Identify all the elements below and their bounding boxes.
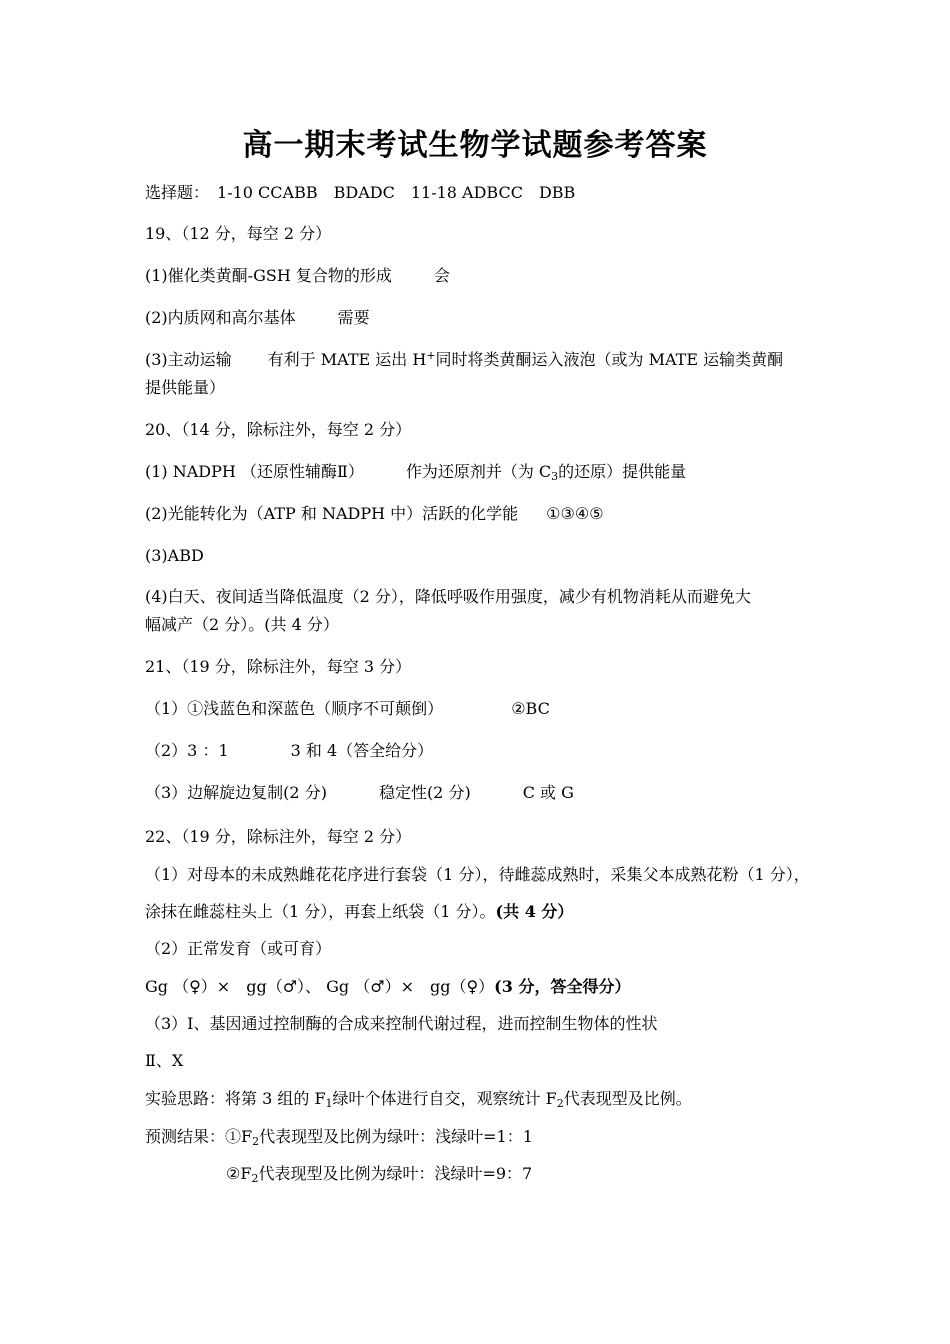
q22-prediction-2 xyxy=(226,1163,532,1185)
q20-answer-2 xyxy=(145,503,604,525)
choice-group-3: 11-18 ADBCC xyxy=(410,183,523,202)
q19-header: 19、（12 分，每空 2 分） xyxy=(145,224,332,243)
q21-answer-3 xyxy=(145,782,574,804)
q19-answer-3b: 有利于 MATE 运出 H xyxy=(267,350,427,369)
choice-label: 选择题： xyxy=(145,183,210,202)
q20-answer-2b: ①③④⑤ xyxy=(546,504,604,523)
q22-pred2-a: ②F xyxy=(226,1164,252,1183)
q20-answer-1c: 的还原）提供能量 xyxy=(558,462,687,481)
q19-answer-3-cont: 提供能量） xyxy=(145,378,226,397)
choice-group-2: BDADC xyxy=(333,183,395,202)
q22-answer-1-cont-text: 涂抹在雌蕊柱头上（1 分），再套上纸袋（1 分）。 xyxy=(145,902,496,921)
choice-answers xyxy=(145,182,575,204)
q21-answer-1b: ②BC xyxy=(511,699,550,718)
q20-subscript: 3 xyxy=(551,470,559,483)
choice-group-1: 1-10 CCABB xyxy=(217,183,318,202)
q22-idea-sub1: 1 xyxy=(325,1097,333,1110)
q19-answer-1a: (1)催化类黄酮-GSH 复合物的形成 xyxy=(145,266,392,285)
q19-answer-2b: 需要 xyxy=(337,308,370,327)
q20-answer-1a: (1) NADPH （还原性辅酶Ⅱ） xyxy=(145,462,364,481)
q22-idea-c: 代表现型及比例。 xyxy=(563,1089,692,1108)
q22-cross xyxy=(145,976,630,998)
q22-answer-2: （2）正常发育（或可育） xyxy=(145,939,332,958)
q22-answer-1: （1）对母本的未成熟雌花花序进行套袋（1 分），待雌蕊成熟时，采集父本成熟花粉（1 分）， xyxy=(145,865,810,884)
q22-idea-a: 实验思路：将第 3 组的 F xyxy=(145,1089,326,1108)
q22-idea-b: 绿叶个体进行自交，观察统计 F xyxy=(332,1089,557,1108)
q20-answer-4-cont: 幅减产（2 分）。(共 4 分） xyxy=(145,615,339,634)
q22-score-note-1: (共 4 分） xyxy=(495,902,574,921)
q21-answer-1a: （1）①浅蓝色和深蓝色（顺序不可颠倒） xyxy=(145,699,444,718)
q22-answer-3-ii: Ⅱ、X xyxy=(145,1051,184,1070)
q22-pred1-sub: 2 xyxy=(252,1135,260,1148)
q20-header: 20、（14 分，除标注外，每空 2 分） xyxy=(145,420,412,439)
q19-answer-3 xyxy=(145,349,783,371)
q22-prediction-1 xyxy=(145,1126,533,1148)
q22-pred1-b: 代表现型及比例为绿叶：浅绿叶=1：1 xyxy=(259,1127,533,1146)
q20-answer-4: (4)白天、夜间适当降低温度（2 分），降低呼吸作用强度，减少有机物消耗从而避免大 xyxy=(145,587,751,606)
q19-answer-3a: (3)主动运输 xyxy=(145,350,232,369)
q22-cross-text: Gg （♀）× gg（♂）、 Gg （♂）× gg（♀） xyxy=(145,977,495,996)
q22-experiment-idea xyxy=(145,1088,692,1110)
choice-group-4: DBB xyxy=(538,183,576,202)
q20-answer-1b: 作为还原剂并（为 C xyxy=(405,462,552,481)
q22-idea-sub2: 2 xyxy=(556,1097,564,1110)
page-title: 高一期末考试生物学试题参考答案 xyxy=(242,128,708,163)
q21-answer-2 xyxy=(145,740,433,762)
q21-answer-1 xyxy=(145,698,550,720)
q21-answer-2a: （2）3 ：1 xyxy=(145,741,229,760)
q22-pred1-a: 预测结果：①F xyxy=(145,1127,253,1146)
q21-answer-3b: 稳定性(2 分) xyxy=(378,783,471,802)
q22-header: 22、（19 分，除标注外，每空 2 分） xyxy=(145,827,412,846)
q22-answer-3: （3）Ⅰ、基因通过控制酶的合成来控制代谢过程，进而控制生物体的性状 xyxy=(145,1014,658,1033)
q21-answer-3c: C 或 G xyxy=(522,783,574,802)
q19-answer-3c: 同时将类黄酮运入液泡（或为 MATE 运输类黄酮 xyxy=(435,350,784,369)
q22-pred2-sub: 2 xyxy=(251,1172,259,1185)
q21-answer-3a: （3）边解旋边复制(2 分) xyxy=(145,783,327,802)
q22-score-note-2: (3 分，答全得分） xyxy=(494,977,631,996)
q20-answer-2a: (2)光能转化为（ATP 和 NADPH 中）活跃的化学能 xyxy=(145,504,519,523)
q19-answer-1 xyxy=(145,265,450,287)
q19-answer-2a: (2)内质网和高尔基体 xyxy=(145,308,296,327)
q19-answer-1b: 会 xyxy=(433,266,450,285)
q21-answer-2b: 3 和 4（答全给分） xyxy=(290,741,434,760)
q19-superscript: + xyxy=(426,349,436,362)
q22-pred2-b: 代表现型及比例为绿叶：浅绿叶=9：7 xyxy=(258,1164,533,1183)
q21-header: 21、（19 分，除标注外，每空 3 分） xyxy=(145,657,412,676)
q20-answer-3: (3)ABD xyxy=(145,546,204,565)
q20-answer-1 xyxy=(145,461,686,483)
q22-answer-1-cont xyxy=(145,901,573,923)
q19-answer-2 xyxy=(145,307,370,329)
